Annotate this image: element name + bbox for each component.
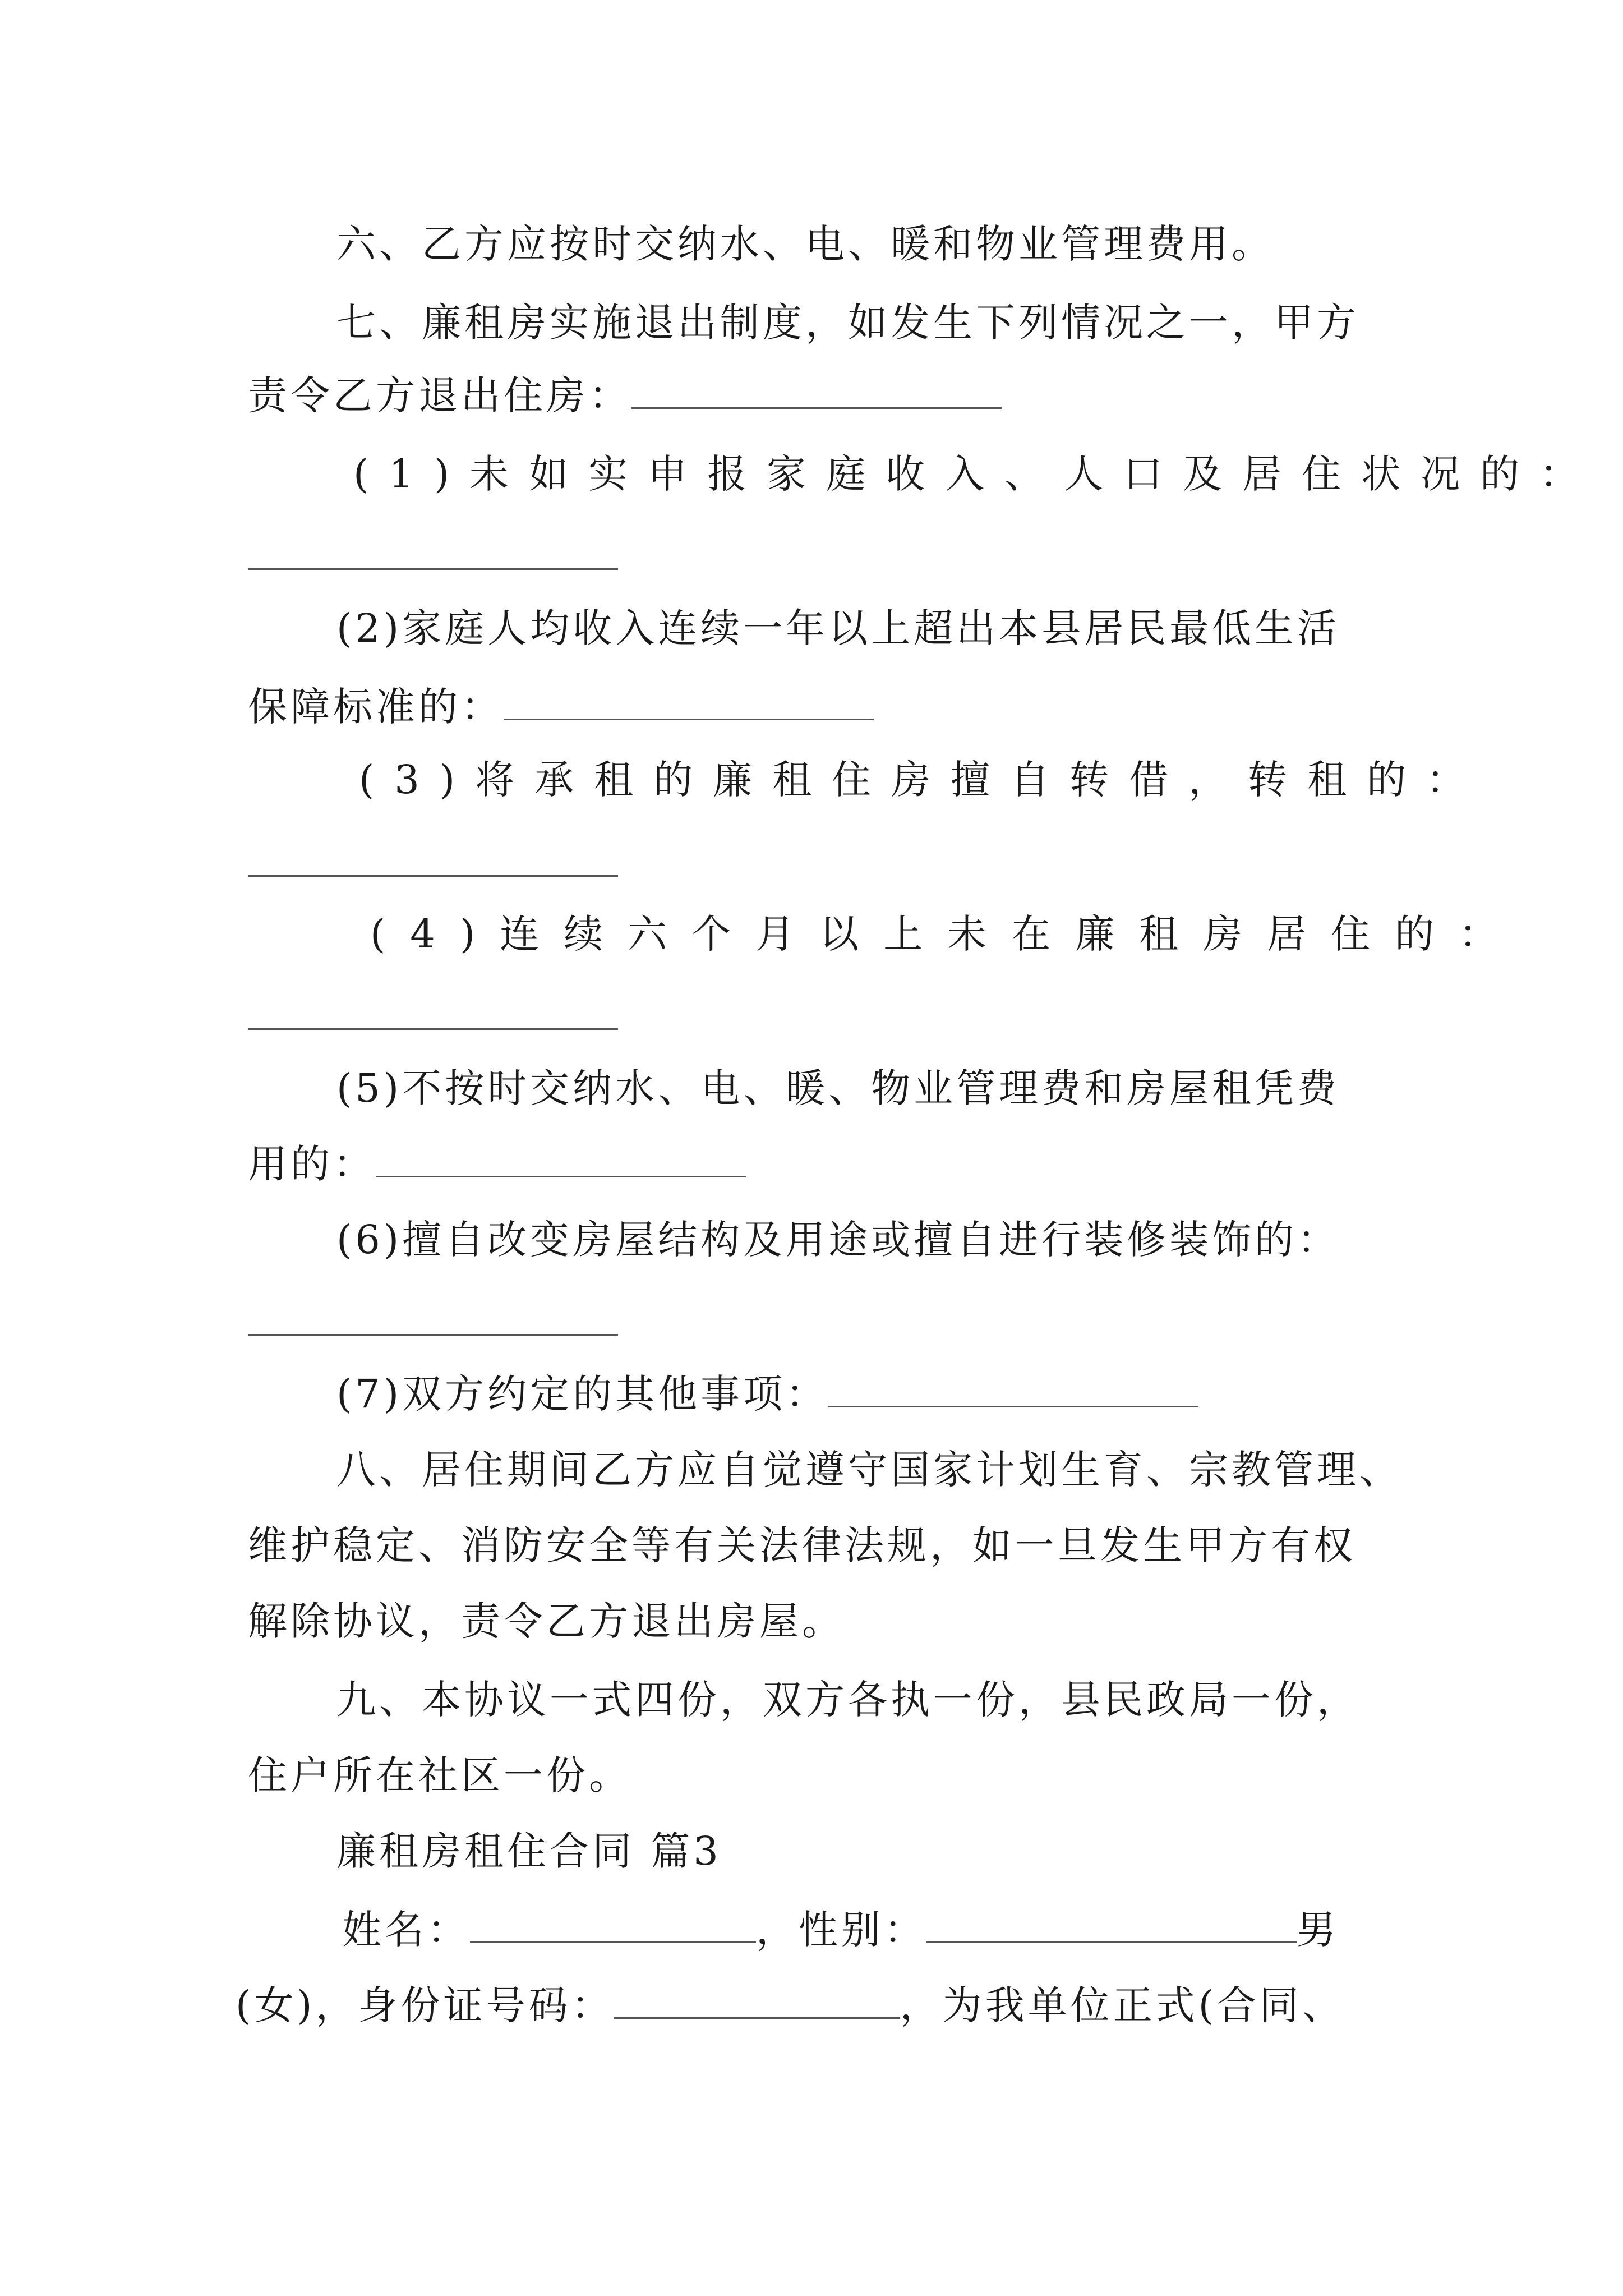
blank-field[interactable] bbox=[631, 375, 1002, 409]
clause-7-text: 七、廉租房实施退出制度，如发生下列情况之一，甲方 bbox=[336, 300, 1359, 346]
item-6 bbox=[336, 1214, 1340, 1265]
form-line-1 bbox=[342, 1904, 1339, 1955]
clause-9-text: 九、本协议一式四份，双方各执一份，县民政局一份， bbox=[336, 1677, 1359, 1723]
employment-text: ，为我单位正式(合同、 bbox=[900, 1982, 1345, 2028]
clause-9 bbox=[336, 1674, 1359, 1725]
clause-7 bbox=[336, 297, 1359, 348]
id-number-field[interactable] bbox=[614, 1985, 900, 2019]
item-2 bbox=[336, 603, 1340, 654]
clause-7-cont bbox=[248, 370, 1002, 421]
section-heading-text: 廉租房租住合同 篇3 bbox=[336, 1828, 722, 1874]
clause-8-cont-2 bbox=[248, 1596, 845, 1646]
clause-9-cont bbox=[248, 1750, 631, 1801]
clause-8-cont-1-text: 维护稳定、消防安全等有关法律法规，如一旦发生甲方有权 bbox=[248, 1522, 1356, 1568]
id-label: (女)，身份证号码： bbox=[236, 1982, 614, 2028]
blank-field[interactable] bbox=[248, 568, 618, 570]
item-5 bbox=[336, 1063, 1340, 1114]
clause-8-text: 八、居住期间乙方应自觉遵守国家计划生育、宗教管理、 bbox=[336, 1447, 1402, 1493]
item-3-text: (3)将承租的廉租住房擅自转借，转租的： bbox=[359, 757, 1486, 803]
blank-field[interactable] bbox=[248, 1028, 618, 1030]
name-field[interactable] bbox=[470, 1909, 756, 1943]
item-7-text: (7)双方约定的其他事项： bbox=[336, 1371, 829, 1417]
item-6-text: (6)擅自改变房屋结构及用途或擅自进行装修装饰的： bbox=[336, 1217, 1340, 1263]
item-5-text: (5)不按时交纳水、电、暖、物业管理费和房屋租凭费 bbox=[336, 1065, 1340, 1111]
item-5-cont bbox=[248, 1139, 746, 1189]
item-5-cont-text: 用的： bbox=[248, 1141, 376, 1187]
clause-7-cont-text: 责令乙方退出住房： bbox=[248, 372, 631, 418]
item-1 bbox=[353, 449, 1599, 499]
clause-6 bbox=[336, 219, 1274, 269]
gender-label: ，性别： bbox=[756, 1907, 926, 1953]
section-heading bbox=[336, 1826, 722, 1876]
blank-field[interactable] bbox=[828, 1373, 1198, 1407]
form-line-2 bbox=[236, 1980, 1345, 2031]
item-4-text: (4)连续六个月以上未在廉租房居住的： bbox=[370, 911, 1523, 957]
item-2-cont-text: 保障标准的： bbox=[248, 684, 504, 730]
clause-8-cont-1 bbox=[248, 1520, 1356, 1571]
item-7 bbox=[336, 1369, 1198, 1419]
clause-6-text: 六、乙方应按时交纳水、电、暖和物业管理费用。 bbox=[336, 221, 1274, 267]
item-2-cont bbox=[248, 682, 874, 732]
clause-8 bbox=[336, 1444, 1402, 1495]
blank-field[interactable] bbox=[504, 686, 874, 720]
item-3 bbox=[359, 754, 1486, 805]
blank-field[interactable] bbox=[248, 1334, 618, 1336]
clause-9-cont-text: 住户所在社区一份。 bbox=[248, 1752, 631, 1798]
gender-field[interactable] bbox=[926, 1909, 1297, 1943]
name-label: 姓名： bbox=[342, 1907, 470, 1953]
blank-field[interactable] bbox=[248, 875, 618, 877]
clause-8-cont-2-text: 解除协议，责令乙方退出房屋。 bbox=[248, 1598, 845, 1644]
item-2-text: (2)家庭人均收入连续一年以上超出本县居民最低生活 bbox=[336, 605, 1340, 651]
item-1-text: (1)未如实申报家庭收入、人口及居住状况的： bbox=[353, 451, 1599, 497]
item-4 bbox=[370, 909, 1523, 959]
gender-suffix: 男 bbox=[1297, 1907, 1339, 1953]
blank-field[interactable] bbox=[376, 1143, 746, 1177]
